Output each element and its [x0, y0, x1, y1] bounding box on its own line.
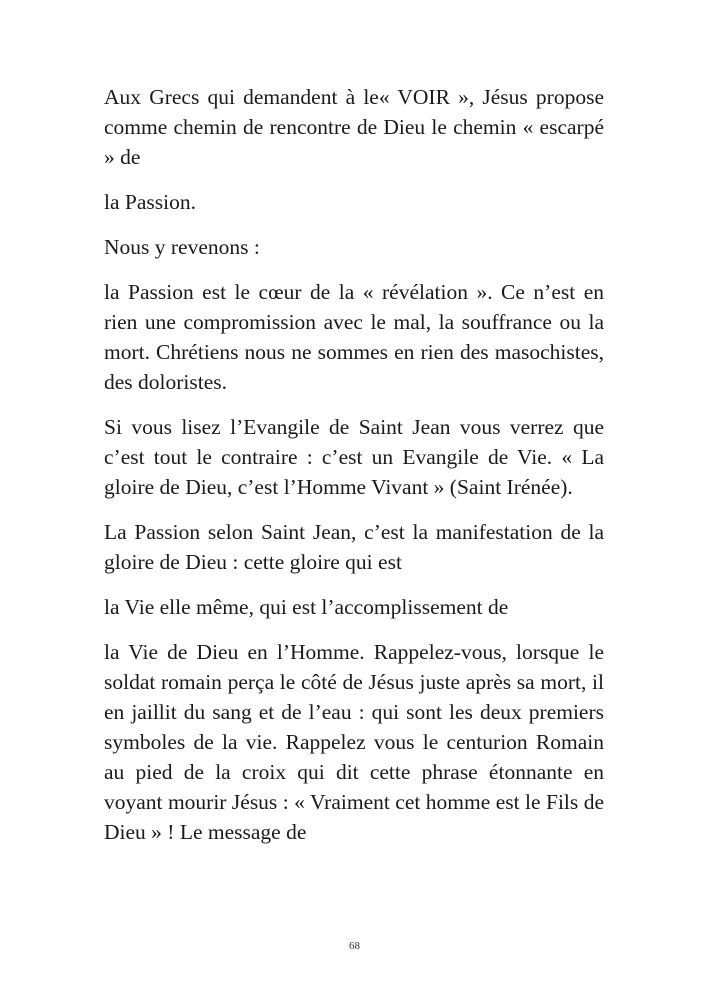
- paragraph-manifestation: La Passion selon Saint Jean, c’est la manifestation de la gloire de Dieu : cette gloire qui est: [104, 520, 604, 574]
- page-number: 68: [349, 940, 360, 952]
- paragraph-vie-meme: la Vie elle même, qui est l’accomplissement de: [104, 595, 509, 619]
- paragraph-vie-de-dieu: la Vie de Dieu en l’Homme. Rappelez-vous, lorsque le soldat romain perça le côté de Jésus juste après sa mort, il en jaillit du sang et de l’eau : qui sont les deux premiers symboles de la vie. Rappelez vous le centurion Romain au pied de la croix qui dit cette phrase étonnante en voyant mourir Jésus : « Vraiment cet homme est le Fils de Dieu » ! Le message de: [104, 640, 604, 844]
- paragraph-revenons: Nous y revenons :: [104, 235, 260, 259]
- paragraph-greeks: Aux Grecs qui demandent à le« VOIR », Jésus propose comme chemin de rencontre de Dieu le chemin « escarpé » de: [104, 85, 604, 169]
- paragraph-passion: la Passion.: [104, 190, 196, 214]
- paragraph-evangile: Si vous lisez l’Evangile de Saint Jean vous verrez que c’est tout le contraire : c’est un Evangile de Vie. « La gloire de Dieu, c’est l’Homme Vivant » (Saint Irénée).: [104, 415, 604, 499]
- body-text: [104, 82, 604, 862]
- paragraph-revelation: la Passion est le cœur de la « révélation ». Ce n’est en rien une compromission avec le mal, la souffrance ou la mort. Chrétiens nous ne sommes en rien des masochistes, des doloristes.: [104, 280, 604, 394]
